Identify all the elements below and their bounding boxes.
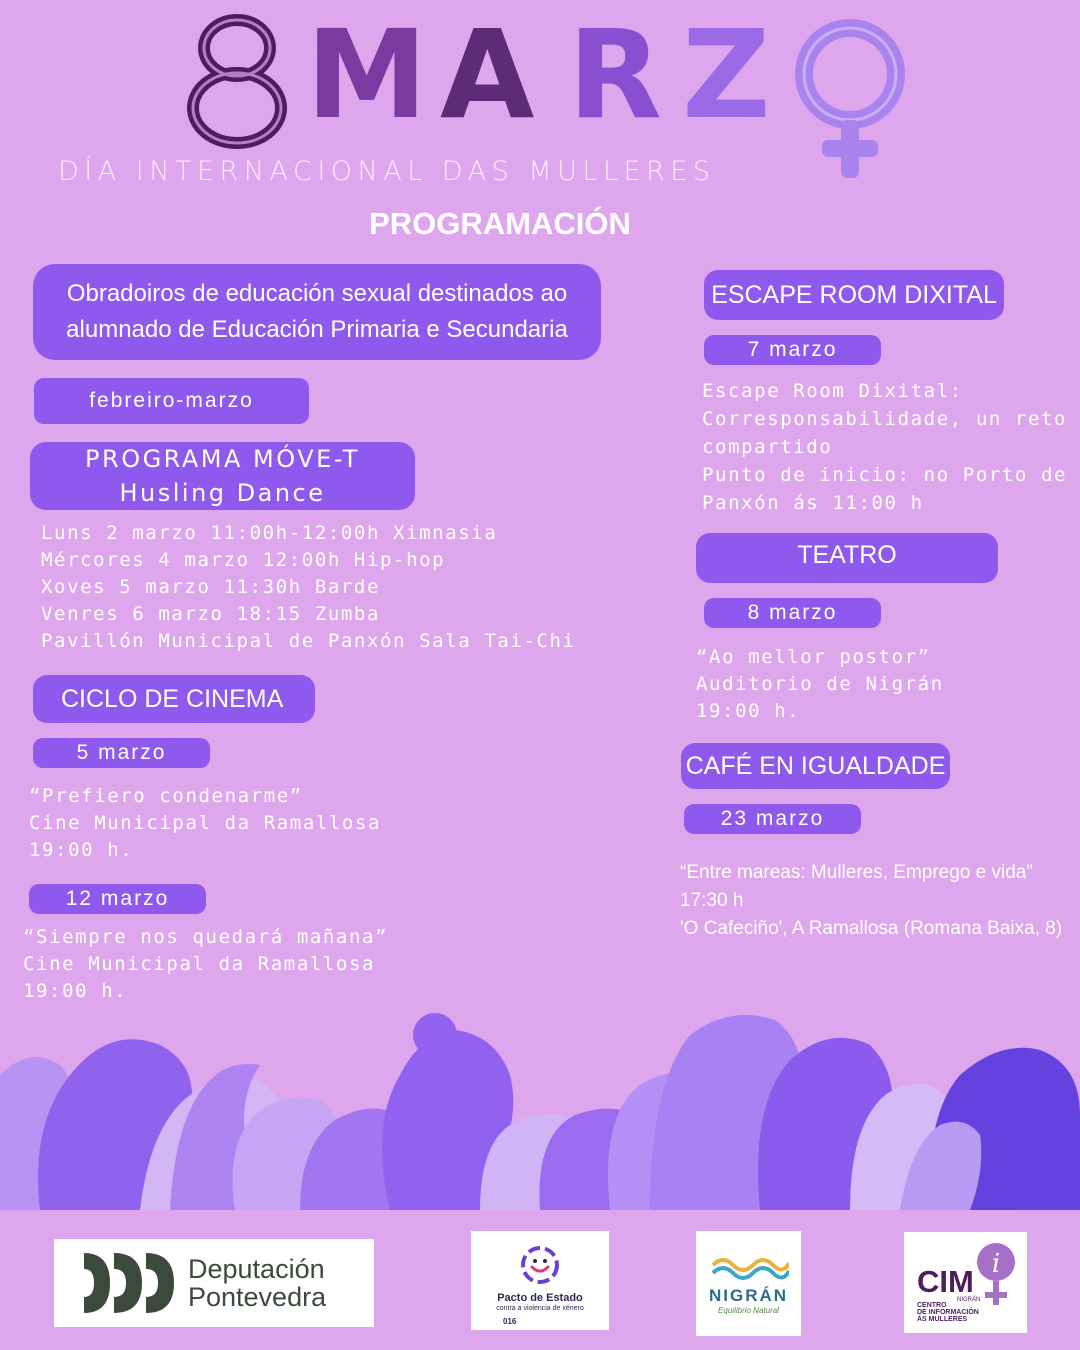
pacto-subtitle: contra a violencia de xénero xyxy=(496,1305,584,1312)
cinema-session-2 xyxy=(23,924,388,1005)
film-time: 19:00 h. xyxy=(29,839,134,861)
subtitle: DÍA INTERNACIONAL DAS MULLERES xyxy=(58,156,716,187)
cafe-detail-line: 17:30 h xyxy=(680,890,744,911)
pacto-smile-icon xyxy=(518,1243,562,1287)
escape-detail-line: Panxón ás 11:00 h xyxy=(702,492,924,514)
film-place: Cine Municipal da Ramallosa xyxy=(23,953,376,975)
cafe-detail-line: “Entre mareas: Mulleres, Emprego e vida” xyxy=(680,862,1033,883)
svg-text:i: i xyxy=(991,1249,1001,1279)
cinema-session-1 xyxy=(29,783,381,864)
escape-detail-line: Escape Room Dixital: xyxy=(702,380,963,402)
escape-details xyxy=(702,377,1067,517)
movet-detail-line: Pavillón Municipal de Panxón Sala Tai-Chi xyxy=(41,630,576,652)
programacion-heading: PROGRAMACIÓN xyxy=(369,206,631,241)
nigran-name: NIGRÁN xyxy=(708,1286,789,1305)
deputacion-name-line: Pontevedra xyxy=(188,1282,327,1312)
teatro-detail-line: 19:00 h. xyxy=(696,700,801,722)
deputacion-logo xyxy=(54,1239,374,1327)
title-letter-a: A xyxy=(440,4,533,146)
cafe-date: 23 marzo xyxy=(684,804,861,834)
escape-detail-line: Punto de inicio: no Porto de xyxy=(702,464,1068,486)
teatro-title: TEATRO xyxy=(696,533,998,583)
cim-fullname-line: ÁS MULLERES xyxy=(917,1316,968,1323)
obradoiros-title xyxy=(33,264,601,360)
film-time: 19:00 h. xyxy=(23,980,128,1002)
obradoiros-title-line: Obradoiros de educación sexual destinados ao xyxy=(66,280,568,307)
obradoiros-title-line: alumnado de Educación Primaria e Secundaria xyxy=(66,316,568,343)
teatro-detail-line: Auditorio de Nigrán xyxy=(696,673,944,695)
cinema-title: CICLO DE CINEMA xyxy=(33,675,315,723)
women-silhouettes-illustration xyxy=(0,1005,1080,1210)
venus-symbol-icon xyxy=(786,16,916,186)
nigran-logo xyxy=(696,1231,801,1336)
cim-fullname-line: CENTRO xyxy=(917,1302,947,1309)
cinema-date-1: 5 marzo xyxy=(33,738,210,768)
deputacion-name-line: Deputación xyxy=(188,1254,325,1284)
escape-date: 7 marzo xyxy=(704,335,881,365)
title-letter-r: R xyxy=(568,4,660,146)
cinema-date-2: 12 marzo xyxy=(29,884,206,914)
title-letter-z: Z xyxy=(682,4,769,146)
cafe-title: CAFÉ EN IGUALDADE xyxy=(681,743,950,789)
film-title: “Prefiero condenarme” xyxy=(29,785,303,807)
movet-title xyxy=(30,442,415,510)
cim-fullname-line: DE INFORMACIÓN xyxy=(917,1309,979,1316)
pacto-title: Pacto de Estado xyxy=(497,1292,583,1304)
nigran-wave-icon xyxy=(709,1251,789,1281)
cim-abbr: CIM xyxy=(917,1264,974,1299)
escape-title: ESCAPE ROOM DIXITAL xyxy=(704,270,1004,320)
nigran-tagline: Equilibrio Natural xyxy=(718,1306,779,1315)
title-letter-m: M xyxy=(306,4,426,146)
deputacion-name xyxy=(188,1255,326,1311)
movet-title-line: Husling Dance xyxy=(119,479,326,507)
escape-detail-line: compartido xyxy=(702,436,833,458)
cafe-detail-line: 'O Cafeciño', A Ramallosa (Romana Baixa, 8) xyxy=(680,918,1063,939)
pacto-estado-logo xyxy=(471,1231,609,1330)
movet-detail-line: Mércores 4 marzo 12:00h Hip-hop xyxy=(41,549,446,571)
teatro-details xyxy=(696,644,944,725)
film-place: Cine Municipal da Ramallosa xyxy=(29,812,382,834)
movet-detail-line: Venres 6 marzo 18:15 Zumba xyxy=(41,603,381,625)
cim-town: NIGRÁN xyxy=(957,1297,981,1303)
teatro-date: 8 marzo xyxy=(704,598,881,628)
movet-detail-line: Luns 2 marzo 11:00h-12:00h Ximnasia xyxy=(41,522,498,544)
deputacion-emblem-icon xyxy=(80,1245,180,1321)
cim-info-venus-icon xyxy=(974,1240,1018,1318)
movet-title-line: PROGRAMA MÓVE-T xyxy=(85,445,360,473)
obradoiros-date: febreiro-marzo xyxy=(34,378,309,424)
cim-logo xyxy=(904,1232,1027,1333)
cim-fullname xyxy=(917,1302,979,1323)
title-number-eight xyxy=(180,10,295,150)
escape-detail-line: Corresponsabilidade, un reto xyxy=(702,408,1068,430)
pacto-number: 016 xyxy=(503,1317,517,1326)
movet-detail-line: Xoves 5 marzo 11:30h Barde xyxy=(41,576,381,598)
cafe-details xyxy=(680,859,1062,943)
film-title: “Siempre nos quedará mañana” xyxy=(23,926,389,948)
movet-details xyxy=(41,520,576,655)
teatro-detail-line: “Ao mellor postor” xyxy=(696,646,931,668)
